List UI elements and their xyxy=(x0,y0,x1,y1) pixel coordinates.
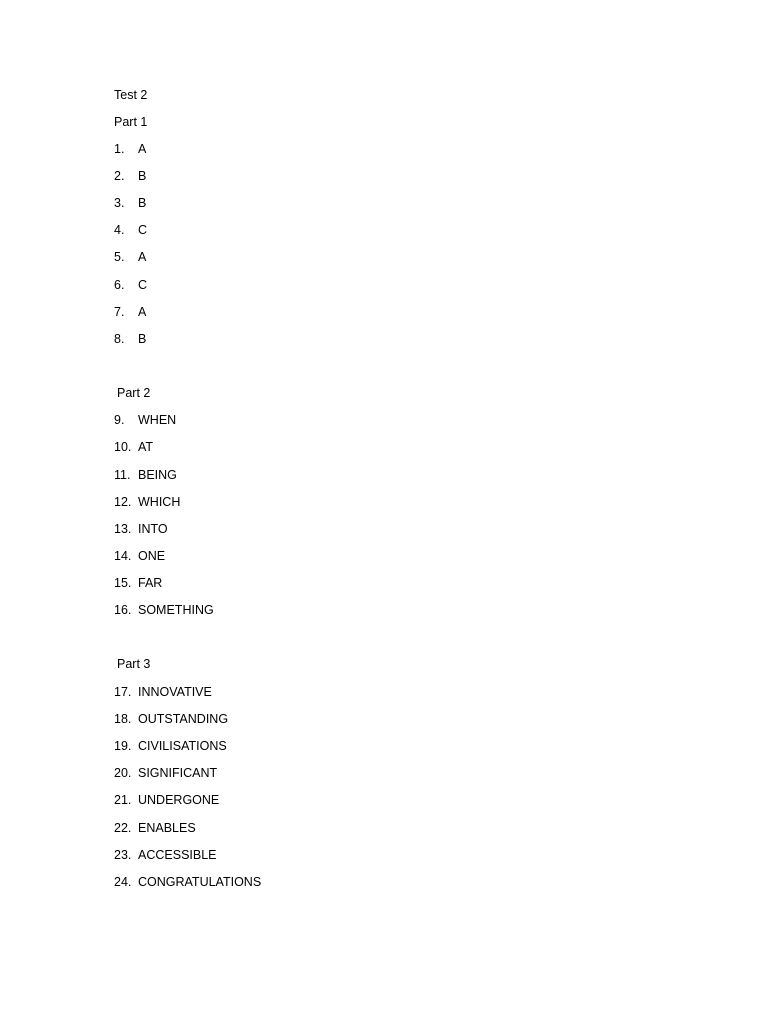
answer-item xyxy=(114,167,146,185)
answer-item xyxy=(114,330,146,348)
answer-item xyxy=(114,493,180,511)
answer-text: WHICH xyxy=(138,495,181,509)
answer-text: C xyxy=(138,223,148,237)
answer-text: C xyxy=(138,278,148,292)
answer-text: ONE xyxy=(138,549,166,563)
answer-item xyxy=(114,683,212,701)
answer-item xyxy=(114,846,217,864)
document-title: Test 2 xyxy=(114,88,148,102)
answer-item xyxy=(114,737,227,755)
answer-item xyxy=(114,194,146,212)
answer-text: ENABLES xyxy=(138,821,196,835)
answer-text: B xyxy=(138,169,147,183)
answer-number: 2. xyxy=(114,169,125,183)
answer-text: CONGRATULATIONS xyxy=(138,875,262,889)
answer-item xyxy=(114,303,146,321)
answer-number: 17. xyxy=(114,685,132,699)
section-heading-part-1: Part 1 xyxy=(114,115,148,129)
answer-item xyxy=(114,873,261,891)
answer-number: 7. xyxy=(114,305,125,319)
answer-number: 12. xyxy=(114,495,132,509)
answer-number: 24. xyxy=(114,875,132,889)
answer-text: AT xyxy=(138,440,154,454)
answer-number: 16. xyxy=(114,603,132,617)
answer-item xyxy=(114,547,165,565)
answer-number: 1. xyxy=(114,142,125,156)
answer-text: A xyxy=(138,250,147,264)
answer-item xyxy=(114,574,162,592)
answer-number: 23. xyxy=(114,848,132,862)
answer-number: 5. xyxy=(114,250,125,264)
answer-item xyxy=(114,819,196,837)
answer-item xyxy=(114,438,153,456)
answer-item xyxy=(114,466,177,484)
answer-number: 9. xyxy=(114,413,125,427)
answer-number: 6. xyxy=(114,278,125,292)
answer-number: 13. xyxy=(114,522,132,536)
answer-text: B xyxy=(138,196,147,210)
answer-number: 15. xyxy=(114,576,132,590)
answer-item xyxy=(114,411,176,429)
answer-number: 21. xyxy=(114,793,132,807)
answer-item xyxy=(114,601,214,619)
answer-item xyxy=(114,710,228,728)
answer-item xyxy=(114,140,146,158)
answer-item xyxy=(114,221,147,239)
answer-text: SIGNIFICANT xyxy=(138,766,218,780)
answer-number: 3. xyxy=(114,196,125,210)
answer-item xyxy=(114,248,146,266)
answer-item xyxy=(114,791,219,809)
answer-text: FAR xyxy=(138,576,163,590)
answer-number: 19. xyxy=(114,739,132,753)
answer-item xyxy=(114,276,147,294)
section-heading-part-2: Part 2 xyxy=(117,386,151,400)
answer-text: INNOVATIVE xyxy=(138,685,212,699)
answer-item xyxy=(114,520,168,538)
answer-text: BEING xyxy=(138,468,177,482)
answer-number: 4. xyxy=(114,223,125,237)
answer-number: 11. xyxy=(114,468,131,482)
answer-number: 10. xyxy=(114,440,132,454)
answer-number: 20. xyxy=(114,766,132,780)
answer-text: OUTSTANDING xyxy=(138,712,229,726)
answer-text: WHEN xyxy=(138,413,177,427)
answer-item xyxy=(114,764,217,782)
answer-text: SOMETHING xyxy=(138,603,214,617)
answer-text: B xyxy=(138,332,147,346)
answer-text: A xyxy=(138,305,147,319)
answer-number: 14. xyxy=(114,549,132,563)
answer-text: INTO xyxy=(138,522,168,536)
section-heading-part-3: Part 3 xyxy=(117,657,151,671)
answer-number: 8. xyxy=(114,332,125,346)
answer-text: UNDERGONE xyxy=(138,793,220,807)
answer-text: ACCESSIBLE xyxy=(138,848,217,862)
answer-number: 18. xyxy=(114,712,132,726)
answer-text: CIVILISATIONS xyxy=(138,739,227,753)
answer-text: A xyxy=(138,142,147,156)
answer-number: 22. xyxy=(114,821,132,835)
